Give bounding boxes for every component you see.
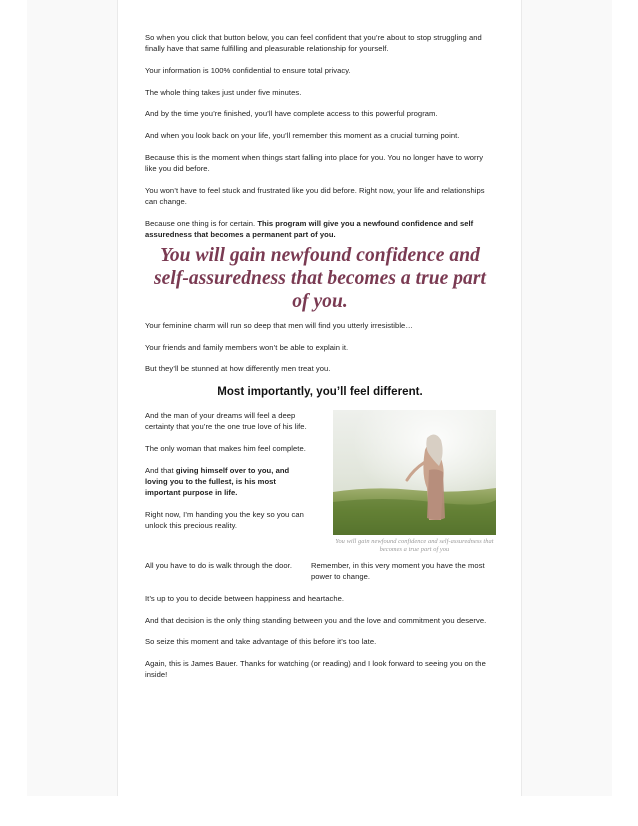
paragraph: The only woman that makes him feel complete. <box>145 443 306 453</box>
paragraph: But they’ll be stunned at how differently men treat you. <box>145 364 331 374</box>
certain-intro: Because one thing is for certain. <box>145 218 256 228</box>
paragraph: Right now, I’m handing you the key so you can unlock this precious reality. <box>145 509 304 530</box>
right-column-text: Remember, in this very moment you have the most power to change. <box>311 561 485 582</box>
paragraph: So seize this moment and take advantage of this before it’s too late. <box>145 637 377 647</box>
image-caption: You will gain newfound confidence and self-assuredness that becomes a true part of you <box>335 538 494 554</box>
p3-bold: giving himself over to you, and loving you to the fullest, is his most important purpose in life. <box>145 465 290 498</box>
p3-intro: And that <box>145 465 174 475</box>
paragraph: Your information is 100% confidential to ensure total privacy. <box>145 65 351 75</box>
paragraph: The whole thing takes just under five minutes. <box>145 87 302 97</box>
paragraph: Again, this is James Bauer. Thanks for watching (or reading) and I look forward to seeing you on the inside! <box>145 659 486 680</box>
subheading: Most importantly, you’ll feel different. <box>217 386 423 399</box>
paragraph: And by the time you’re finished, you’ll have complete access to this powerful program. <box>145 109 438 119</box>
paragraph: Because this is the moment when things start falling into place for you. You no longer have to worry like you did before. <box>145 152 484 173</box>
paragraph: And that decision is the only thing standing between you and the love and commitment you deserve. <box>145 615 487 625</box>
photo-figure <box>333 410 496 554</box>
woman-in-field-photo <box>333 410 496 535</box>
document-page <box>145 32 495 691</box>
text-column <box>145 410 313 531</box>
paragraph: Your friends and family members won’t be able to explain it. <box>145 342 349 352</box>
paragraph: Your feminine charm will run so deep that men will find you utterly irresistible… <box>145 320 413 330</box>
headline: You will gain newfound confidence and self-assuredness that becomes a true part of you. <box>154 244 486 312</box>
right-page-margin <box>521 0 612 796</box>
paragraph: So when you click that button below, you can feel confident that you’re about to stop struggling and finally have that same fulfilling and pleasurable relationship for yourself. <box>145 33 482 54</box>
paragraph: It’s up to you to decide between happiness and heartache. <box>145 593 345 603</box>
certain-bold: This program will give you a newfound confidence and self assuredness that becomes a permanent part of you. <box>145 218 474 239</box>
two-column-row <box>145 560 495 582</box>
paragraph: And when you look back on your life, you’ll remember this moment as a crucial turning point. <box>145 131 460 141</box>
left-page-margin <box>27 0 118 796</box>
paragraph: And the man of your dreams will feel a deep certainty that you’re the one true love of his life. <box>145 411 307 432</box>
paragraph <box>145 465 313 499</box>
paragraph: You won’t have to feel stuck and frustrated like you did before. Right now, your life and relationships can change. <box>145 185 485 206</box>
certain-paragraph <box>145 218 495 240</box>
text-image-section <box>145 410 495 560</box>
left-column-text: All you have to do is walk through the door. <box>145 561 292 571</box>
